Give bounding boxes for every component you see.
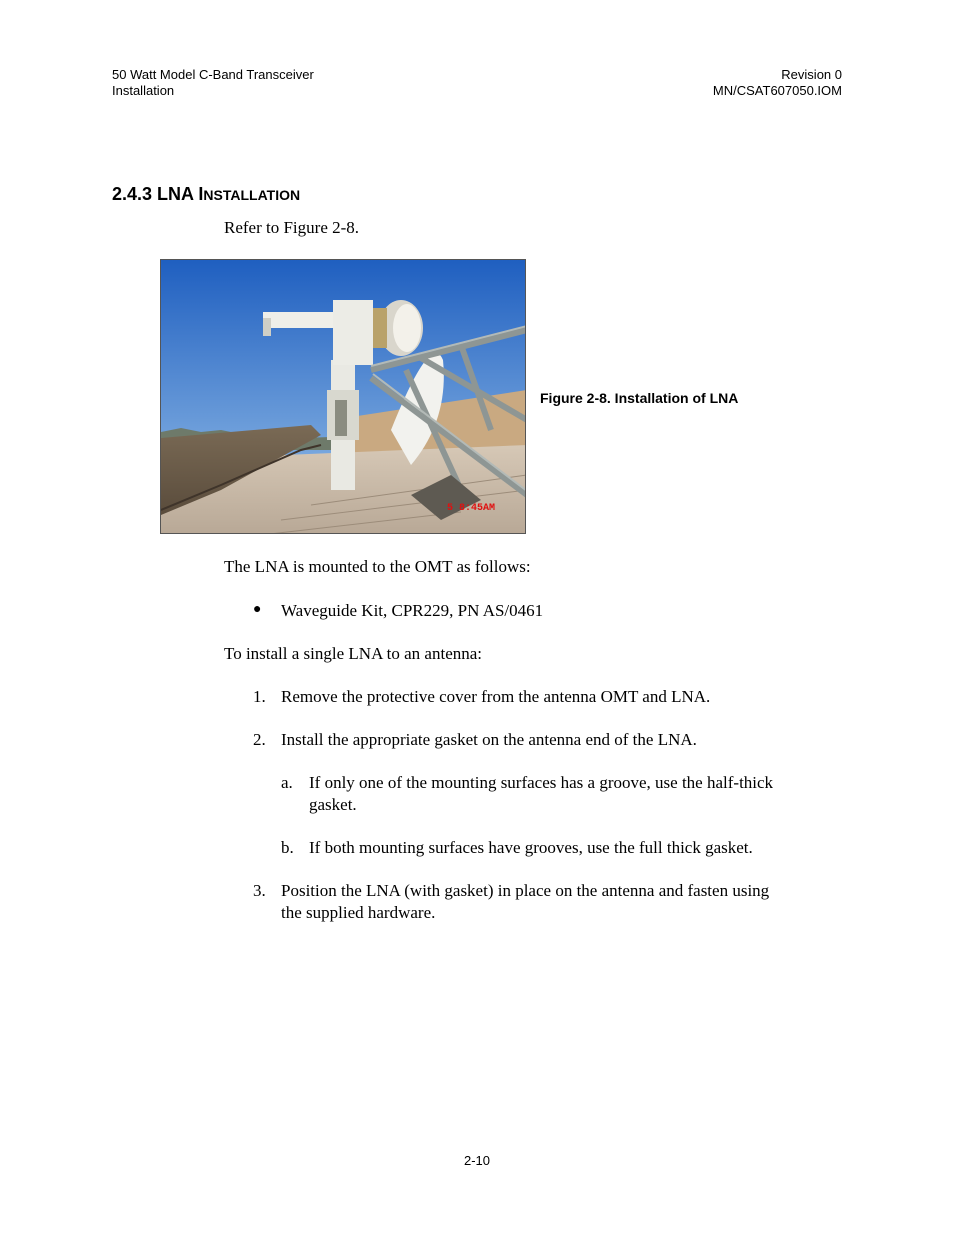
photo-timestamp: 5 8:45AM: [447, 503, 496, 514]
refer-text: Refer to Figure 2-8.: [224, 218, 360, 237]
header-left: [112, 67, 314, 99]
lna-installation-photo: [160, 259, 526, 534]
substep-text-line2: gasket.: [309, 795, 357, 814]
section-title-rest: NSTALLATION: [203, 187, 301, 203]
step-number: 1.: [253, 687, 266, 706]
substep-letter: b.: [281, 838, 294, 857]
substep-letter: a.: [281, 773, 293, 792]
step-number: 3.: [253, 881, 266, 900]
section-heading: [112, 184, 300, 205]
chapter-name: Installation: [112, 83, 175, 98]
substep-text: If both mounting surfaces have grooves, use the full thick gasket.: [309, 838, 753, 857]
section-number: 2.4.3 LNA: [112, 184, 199, 204]
install-intro: To install a single LNA to an antenna:: [224, 644, 483, 663]
step-number: 2.: [253, 730, 266, 749]
figure-caption: Figure 2-8. Installation of LNA: [540, 390, 739, 406]
step-text: Remove the protective cover from the antenna OMT and LNA.: [281, 687, 711, 706]
step-text-line2: the supplied hardware.: [281, 903, 436, 922]
document-title: 50 Watt Model C-Band Transceiver: [112, 67, 314, 82]
bullet-icon: ●: [253, 602, 262, 617]
manual-number: MN/CSAT607050.IOM: [712, 83, 842, 98]
step-text-line1: Position the LNA (with gasket) in place on the antenna and fasten using: [281, 881, 770, 900]
revision: Revision 0: [781, 67, 842, 82]
section-title-initial: I: [198, 184, 204, 204]
header-right: [713, 67, 842, 99]
page-number: 2-10: [463, 1153, 491, 1168]
step-text: Install the appropriate gasket on the antenna end of the LNA.: [281, 730, 697, 749]
intro-text: The LNA is mounted to the OMT as follows:: [224, 557, 531, 576]
substep-text-line1: If only one of the mounting surfaces has a groove, use the half-thick: [309, 773, 774, 792]
bullet-item: Waveguide Kit, CPR229, PN AS/0461: [281, 601, 544, 620]
